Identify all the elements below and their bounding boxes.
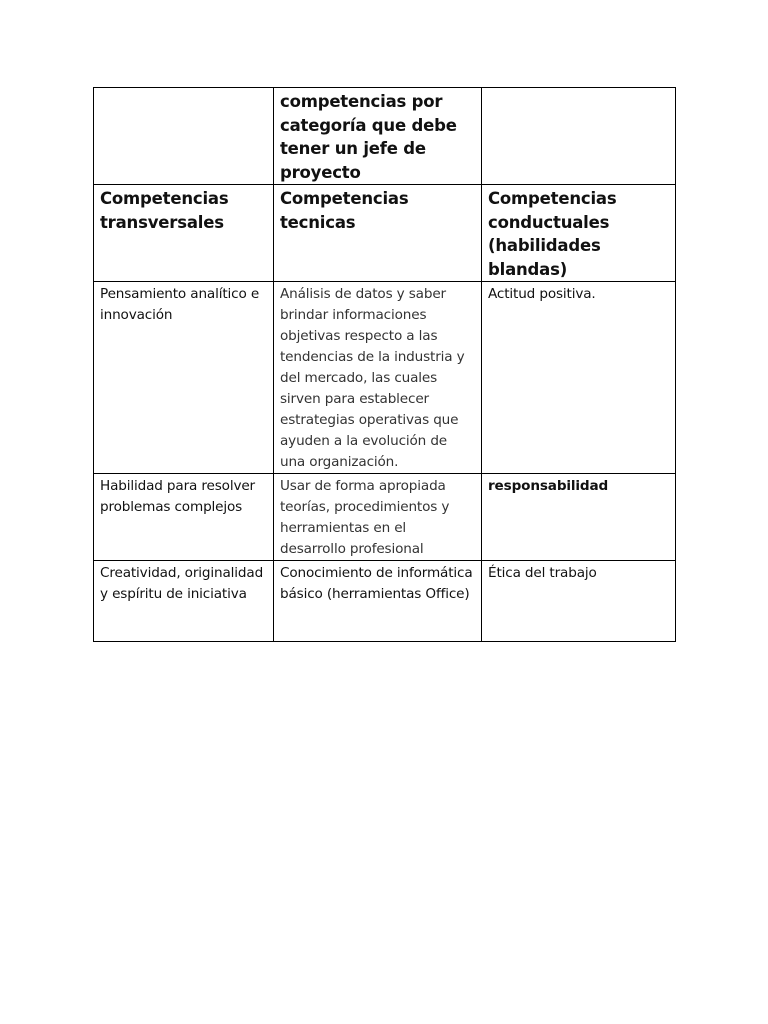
table-row	[94, 474, 676, 561]
table-cell-conductual	[482, 474, 676, 561]
header-transversales: Competencias transversales	[100, 189, 229, 232]
table-header-row	[94, 185, 676, 282]
table-title-row	[94, 88, 676, 185]
cell-text: Análisis de datos y saber brindar informaciones objetivas respecto a las tendencias de la industria y del mercado, las cuales sirven para establecer estrategias operativas que ayuden a la evolución de una organización.	[280, 286, 465, 470]
table-row	[94, 561, 676, 642]
title-cell	[274, 88, 482, 185]
table-cell-transversal	[94, 282, 274, 474]
table-cell-tecnica	[274, 561, 482, 642]
table-cell-conductual	[482, 282, 676, 474]
table-cell-conductual	[482, 561, 676, 642]
title-cell-empty-right	[482, 88, 676, 185]
header-tecnicas: Competencias tecnicas	[280, 189, 409, 232]
cell-text: Ética del trabajo	[488, 565, 597, 581]
header-cell-conductuales	[482, 185, 676, 282]
table-cell-transversal	[94, 561, 274, 642]
header-cell-tecnicas	[274, 185, 482, 282]
competencies-table	[93, 87, 676, 642]
cell-text: responsabilidad	[488, 478, 609, 494]
cell-text: Pensamiento analítico e innovación	[100, 286, 260, 323]
table-cell-transversal	[94, 474, 274, 561]
table-cell-tecnica	[274, 282, 482, 474]
cell-text: Conocimiento de informática básico (herramientas Office)	[280, 565, 473, 602]
cell-text: Habilidad para resolver problemas complejos	[100, 478, 255, 515]
header-cell-transversales	[94, 185, 274, 282]
cell-text: Actitud positiva.	[488, 286, 596, 302]
table-cell-tecnica	[274, 474, 482, 561]
cell-text: Creatividad, originalidad y espíritu de iniciativa	[100, 565, 264, 602]
table-row	[94, 282, 676, 474]
header-conductuales: Competencias conductuales (habilidades blandas)	[488, 189, 617, 279]
title-cell-empty-left	[94, 88, 274, 185]
table-title: competencias por categoría que debe tener un jefe de proyecto	[280, 92, 457, 182]
cell-text: Usar de forma apropiada teorías, procedimientos y herramientas en el desarrollo profesional	[280, 478, 450, 557]
